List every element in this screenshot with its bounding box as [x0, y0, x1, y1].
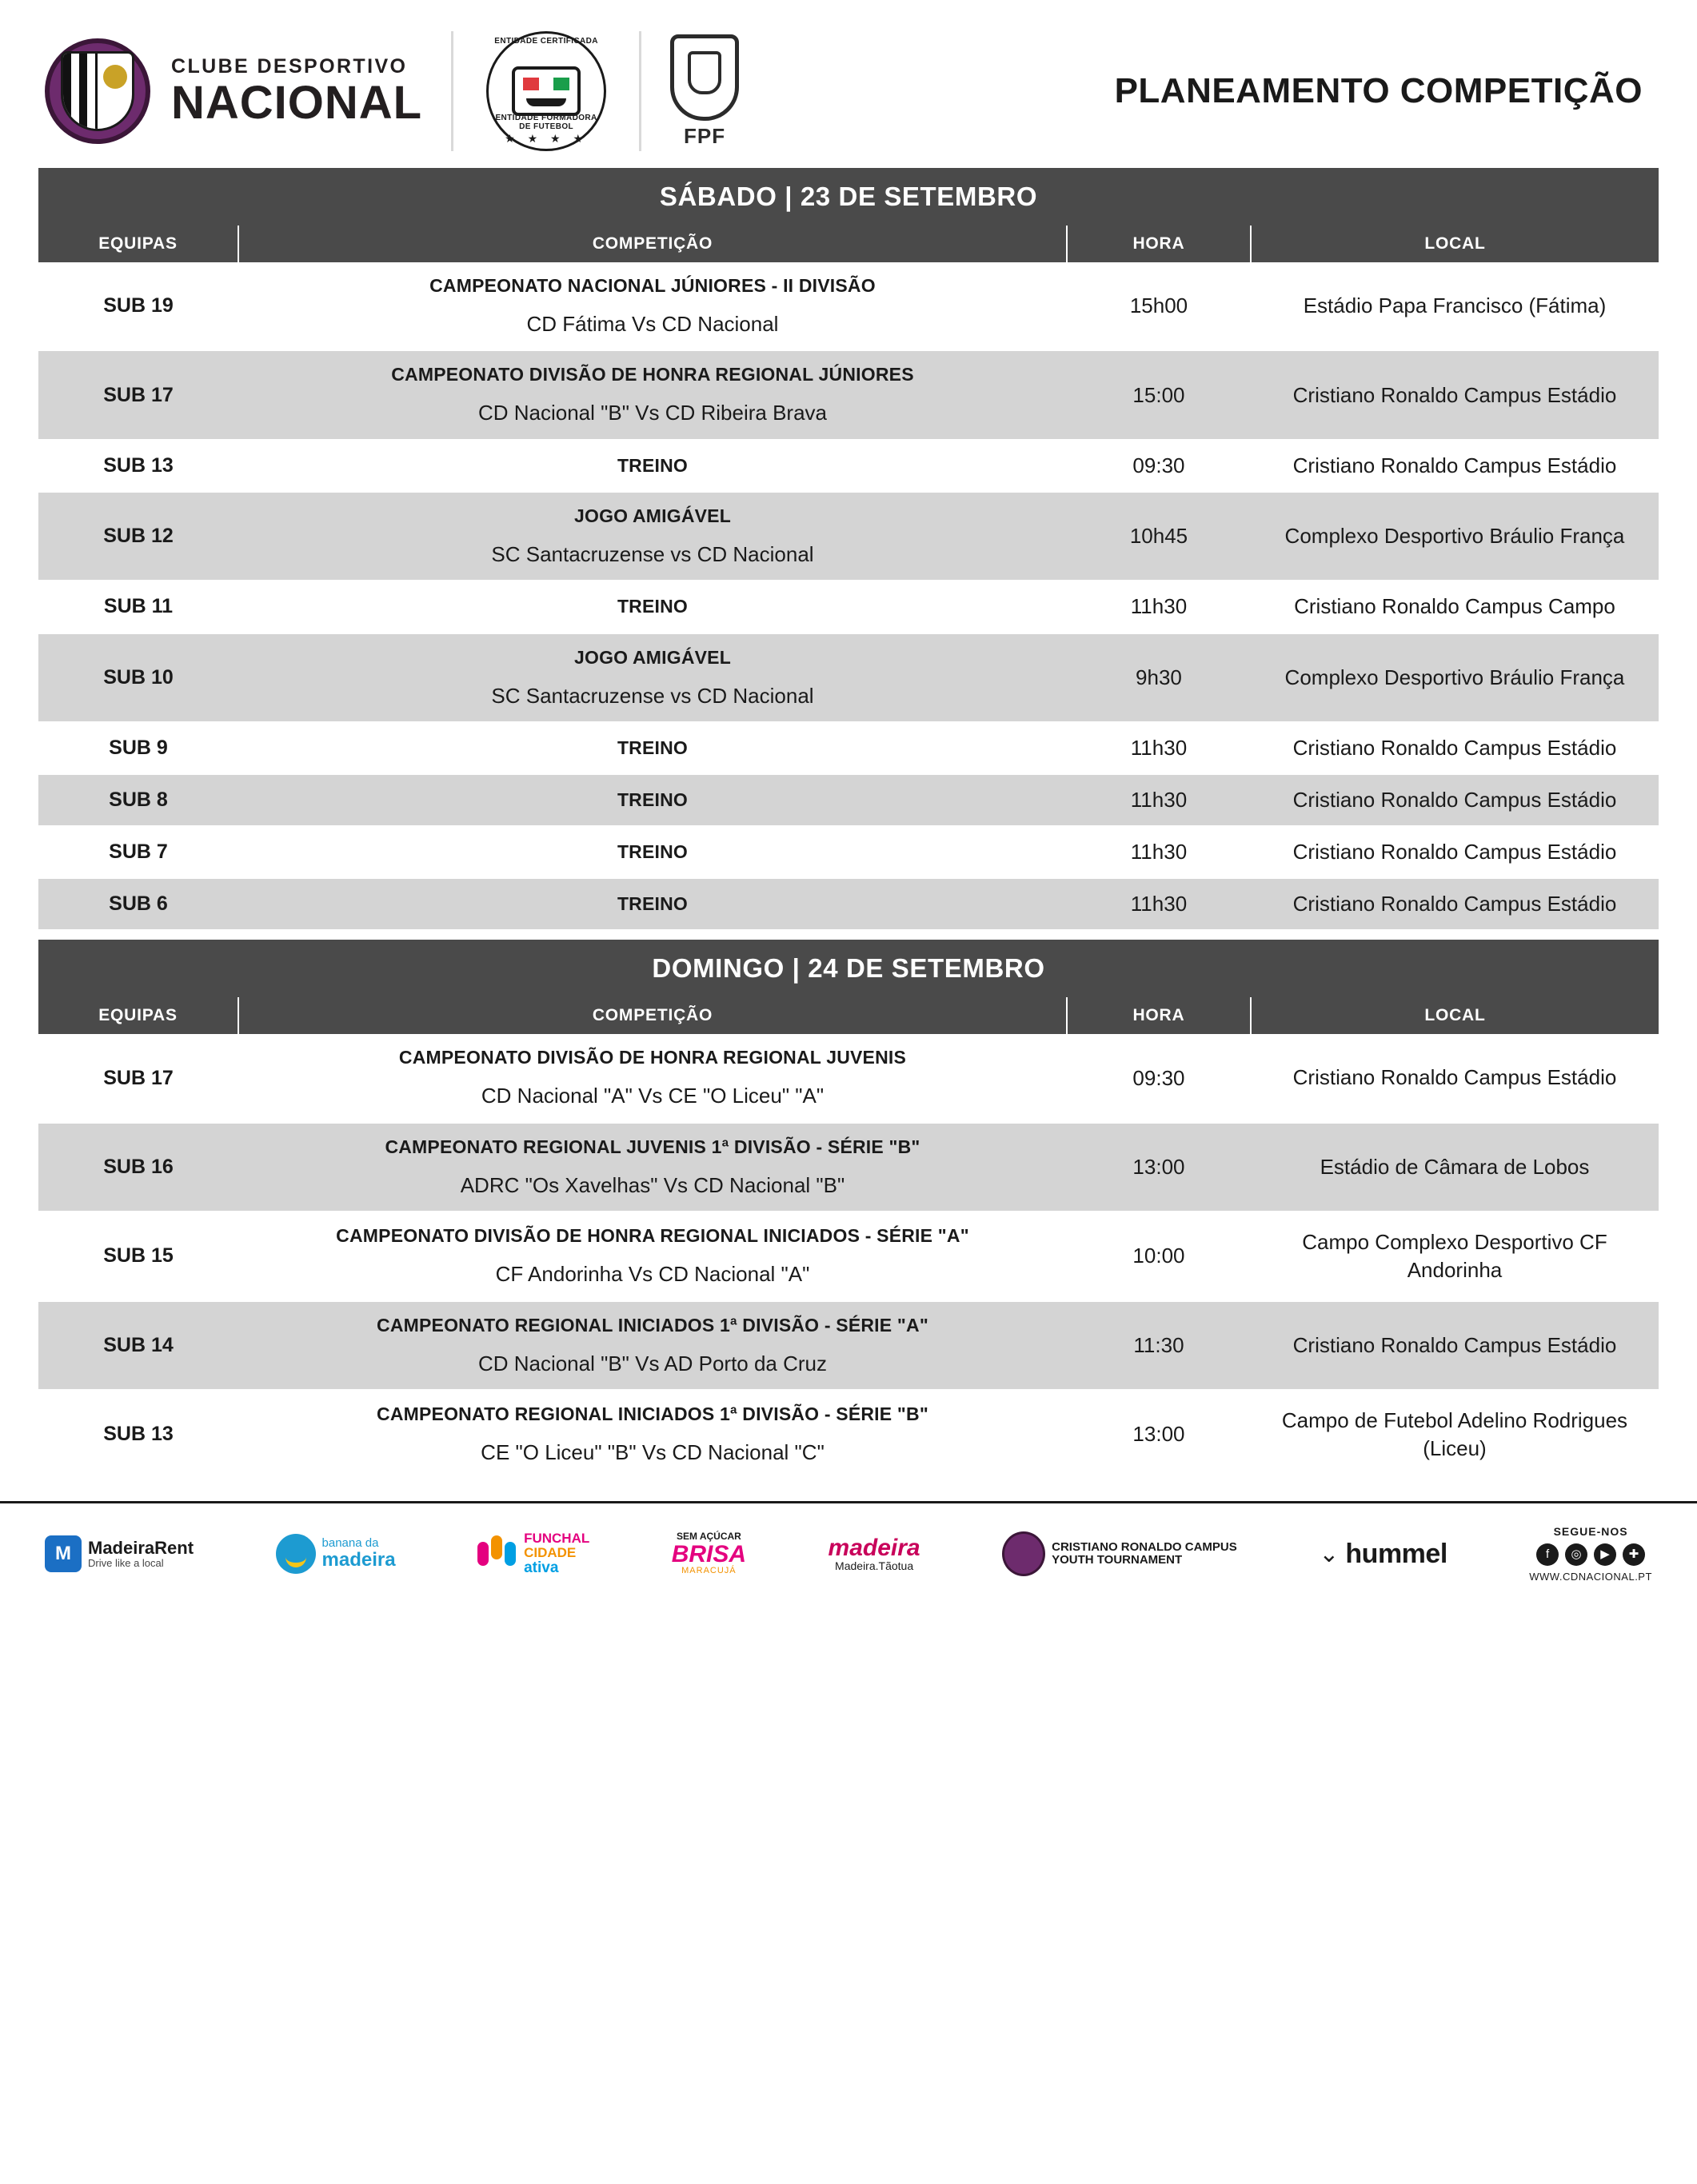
- day-band-saturday: [38, 168, 1659, 226]
- row-team: SUB 6: [38, 878, 238, 930]
- col-header-competicao: COMPETIÇÃO: [238, 997, 1067, 1034]
- col-header-competicao: COMPETIÇÃO: [238, 226, 1067, 262]
- table-row: [38, 262, 1659, 350]
- row-team: SUB 17: [38, 350, 238, 439]
- crc-line2: YOUTH TOURNAMENT: [1052, 1553, 1183, 1567]
- row-location: Cristiano Ronaldo Campus Estádio: [1251, 1301, 1659, 1390]
- schedule-table-saturday: [38, 168, 1659, 1480]
- row-competition: [238, 581, 1067, 633]
- row-location: Cristiano Ronaldo Campus Estádio: [1251, 350, 1659, 439]
- instagram-icon[interactable]: ◎: [1565, 1543, 1587, 1566]
- row-competition: [238, 878, 1067, 930]
- col-header-equipas: EQUIPAS: [38, 997, 238, 1034]
- row-competition-match: CD Nacional "B" Vs AD Porto da Cruz: [477, 1351, 828, 1375]
- follow-label: SEGUE-NOS: [1553, 1524, 1628, 1538]
- row-team: SUB 7: [38, 826, 238, 878]
- table-row: [38, 774, 1659, 826]
- row-location: Cristiano Ronaldo Campus Estádio: [1251, 1034, 1659, 1122]
- row-team: SUB 16: [38, 1123, 238, 1212]
- funchal-line3: ativa: [524, 1559, 559, 1576]
- fpf-logo-icon: [670, 34, 739, 149]
- table-row: [38, 1390, 1659, 1479]
- row-competition: [238, 492, 1067, 581]
- day-band-label: SÁBADO | 23 DE SETEMBRO: [38, 168, 1659, 226]
- document-header: [0, 0, 1697, 168]
- row-location: Cristiano Ronaldo Campus Estádio: [1251, 878, 1659, 930]
- table-row: [38, 878, 1659, 930]
- table-row: [38, 1034, 1659, 1122]
- row-team: SUB 10: [38, 633, 238, 722]
- row-team: SUB 9: [38, 722, 238, 774]
- row-team: SUB 19: [38, 262, 238, 350]
- row-competition: [238, 1123, 1067, 1212]
- banana-logo-icon: [276, 1534, 316, 1574]
- row-competition: [238, 826, 1067, 878]
- row-competition-title: CAMPEONATO REGIONAL INICIADOS 1ª DIVISÃO - SÉRIE "B": [377, 1403, 928, 1425]
- table-row: [38, 1212, 1659, 1300]
- row-location: Campo de Futebol Adelino Rodrigues (Liceu): [1251, 1390, 1659, 1479]
- hummel-chevron-icon: ⌄: [1319, 1540, 1340, 1567]
- social-icons[interactable]: [1529, 1543, 1652, 1566]
- facebook-icon[interactable]: f: [1536, 1543, 1559, 1566]
- row-location: Complexo Desportivo Bráulio França: [1251, 492, 1659, 581]
- table-row: [38, 492, 1659, 581]
- row-competition-title: CAMPEONATO NACIONAL JÚNIORES - II DIVISÃO: [429, 275, 876, 296]
- sponsor-cristiano-ronaldo-campus: [1002, 1531, 1237, 1576]
- sponsor-madeira: [829, 1535, 920, 1572]
- col-header-hora: HORA: [1067, 226, 1251, 262]
- brisa-flavor: MARACUJÁ: [681, 1566, 737, 1576]
- row-competition: [238, 1301, 1067, 1390]
- row-time: 11:30: [1067, 1301, 1251, 1390]
- row-team: SUB 11: [38, 581, 238, 633]
- row-competition-match: SC Santacruzense vs CD Nacional: [491, 542, 814, 567]
- row-competition-match: CD Nacional "A" Vs CE "O Liceu" "A": [481, 1084, 825, 1108]
- page-title: PLANEAMENTO COMPETIÇÃO: [1114, 71, 1643, 110]
- funchal-line2: CIDADE: [524, 1545, 577, 1561]
- sponsor-brisa: [672, 1531, 746, 1576]
- table-row: [38, 440, 1659, 492]
- row-competition-match: SC Santacruzense vs CD Nacional: [491, 683, 814, 708]
- row-time: 10:00: [1067, 1212, 1251, 1300]
- brisa-top-text: SEM AÇÚCAR: [676, 1531, 741, 1543]
- row-location: Cristiano Ronaldo Campus Estádio: [1251, 774, 1659, 826]
- club-name: [171, 54, 423, 129]
- row-competition: [238, 262, 1067, 350]
- row-time: 15:00: [1067, 350, 1251, 439]
- table-row: [38, 350, 1659, 439]
- fpf-label: FPF: [684, 123, 726, 148]
- row-location: Campo Complexo Desportivo CF Andorinha: [1251, 1212, 1659, 1300]
- row-team: SUB 8: [38, 774, 238, 826]
- row-team: SUB 14: [38, 1301, 238, 1390]
- col-header-local: LOCAL: [1251, 226, 1659, 262]
- row-competition-title: TREINO: [617, 789, 689, 811]
- sponsor-funchal-cidade-ativa: [477, 1531, 589, 1576]
- row-time: 09:30: [1067, 440, 1251, 492]
- header-divider-1: [451, 31, 453, 151]
- row-competition: [238, 774, 1067, 826]
- row-time: 11h30: [1067, 722, 1251, 774]
- club-crest-icon: [45, 38, 150, 144]
- hummel-name: hummel: [1345, 1538, 1447, 1569]
- row-competition-title: CAMPEONATO DIVISÃO DE HONRA REGIONAL INICIADOS - SÉRIE "A": [336, 1225, 969, 1247]
- row-location: Cristiano Ronaldo Campus Estádio: [1251, 826, 1659, 878]
- table-row: [38, 1123, 1659, 1212]
- banana-line1: banana da: [321, 1535, 379, 1550]
- row-competition: [238, 350, 1067, 439]
- column-header-row: [38, 226, 1659, 262]
- madeirarent-name: MadeiraRent: [88, 1537, 194, 1558]
- madeira-name: madeira: [828, 1534, 920, 1561]
- header-divider-2: [639, 31, 641, 151]
- row-competition-title: TREINO: [617, 454, 689, 476]
- website-url[interactable]: WWW.CDNACIONAL.PT: [1529, 1570, 1652, 1583]
- table-row: [38, 581, 1659, 633]
- sponsor-banana-da-madeira: [276, 1534, 396, 1574]
- row-competition-title: JOGO AMIGÁVEL: [573, 505, 731, 526]
- cert-top-text: ENTIDADE CERTIFICADA: [494, 37, 598, 46]
- row-location: Cristiano Ronaldo Campus Estádio: [1251, 722, 1659, 774]
- club-name-small: CLUBE DESPORTIVO: [171, 54, 408, 78]
- crc-line1: CRISTIANO RONALDO CAMPUS: [1052, 1539, 1237, 1554]
- row-team: SUB 17: [38, 1034, 238, 1122]
- row-competition: [238, 722, 1067, 774]
- row-competition-title: TREINO: [617, 596, 689, 617]
- cert-stars: ★ ★ ★ ★: [505, 132, 589, 145]
- row-time: 11h30: [1067, 878, 1251, 930]
- row-competition-title: JOGO AMIGÁVEL: [573, 646, 731, 668]
- row-time: 10h45: [1067, 492, 1251, 581]
- row-competition: [238, 1212, 1067, 1300]
- club-name-big: NACIONAL: [171, 76, 423, 129]
- row-time: 15h00: [1067, 262, 1251, 350]
- madeira-tagline: Madeira.Tãotua: [835, 1559, 914, 1573]
- row-competition: [238, 440, 1067, 492]
- column-header-row: [38, 997, 1659, 1034]
- row-team: SUB 15: [38, 1212, 238, 1300]
- row-location: Cristiano Ronaldo Campus Campo: [1251, 581, 1659, 633]
- table-row: [38, 722, 1659, 774]
- col-header-equipas: EQUIPAS: [38, 226, 238, 262]
- banana-line2: madeira: [321, 1549, 396, 1571]
- row-team: SUB 13: [38, 1390, 238, 1479]
- row-time: 11h30: [1067, 826, 1251, 878]
- row-competition-match: CD Fátima Vs CD Nacional: [526, 312, 779, 337]
- row-competition-title: CAMPEONATO DIVISÃO DE HONRA REGIONAL JÚNIORES: [391, 364, 914, 385]
- row-location: Cristiano Ronaldo Campus Estádio: [1251, 440, 1659, 492]
- row-competition-title: CAMPEONATO REGIONAL INICIADOS 1ª DIVISÃO - SÉRIE "A": [377, 1314, 928, 1336]
- row-time: 9h30: [1067, 633, 1251, 722]
- header-logos: [45, 23, 739, 159]
- funchal-line1: FUNCHAL: [524, 1531, 590, 1547]
- sponsor-footer: [0, 1501, 1697, 1608]
- madeirarent-logo-icon: M: [45, 1535, 82, 1572]
- crc-logo-icon: [1002, 1531, 1045, 1576]
- certification-badge-icon: [482, 23, 610, 159]
- row-time: 11h30: [1067, 581, 1251, 633]
- sponsor-hummel: [1319, 1539, 1447, 1570]
- table-row: [38, 1301, 1659, 1390]
- youtube-icon[interactable]: ▶: [1594, 1543, 1616, 1566]
- row-competition-title: TREINO: [617, 893, 689, 915]
- row-competition: [238, 1390, 1067, 1479]
- funchal-logo-icon: [477, 1535, 517, 1572]
- row-time: 09:30: [1067, 1034, 1251, 1122]
- row-team: SUB 12: [38, 492, 238, 581]
- row-time: 13:00: [1067, 1390, 1251, 1479]
- table-row: [38, 633, 1659, 722]
- row-competition-match: CF Andorinha Vs CD Nacional "A": [495, 1262, 810, 1287]
- row-time: 11h30: [1067, 774, 1251, 826]
- row-competition-title: CAMPEONATO REGIONAL JUVENIS 1ª DIVISÃO - SÉRIE "B": [385, 1136, 920, 1157]
- day-band-label: DOMINGO | 24 DE SETEMBRO: [38, 940, 1659, 997]
- day-band-sunday: [38, 940, 1659, 997]
- row-competition-match: CD Nacional "B" Vs CD Ribeira Brava: [477, 401, 827, 425]
- row-location: Estádio Papa Francisco (Fátima): [1251, 262, 1659, 350]
- row-competition-match: CE "O Liceu" "B" Vs CD Nacional "C": [481, 1440, 825, 1465]
- row-competition-match: ADRC "Os Xavelhas" Vs CD Nacional "B": [460, 1172, 845, 1197]
- row-competition-title: CAMPEONATO DIVISÃO DE HONRA REGIONAL JUVENIS: [398, 1047, 907, 1068]
- cert-bottom-text: ENTIDADE FORMADORA DE FUTEBOL: [495, 114, 597, 131]
- tiktok-icon[interactable]: ✚: [1623, 1543, 1645, 1566]
- follow-us-block: [1529, 1524, 1652, 1584]
- brisa-name: BRISA: [671, 1540, 747, 1567]
- col-header-local: LOCAL: [1251, 997, 1659, 1034]
- row-location: Complexo Desportivo Bráulio França: [1251, 633, 1659, 722]
- madeirarent-tagline: Drive like a local: [88, 1557, 164, 1570]
- row-competition: [238, 633, 1067, 722]
- row-team: SUB 13: [38, 440, 238, 492]
- schedule-tables: [0, 168, 1697, 1480]
- col-header-hora: HORA: [1067, 997, 1251, 1034]
- row-competition: [238, 1034, 1067, 1122]
- row-competition-title: TREINO: [617, 841, 689, 863]
- row-location: Estádio de Câmara de Lobos: [1251, 1123, 1659, 1212]
- row-time: 13:00: [1067, 1123, 1251, 1212]
- sponsor-madeirarent: [45, 1535, 194, 1572]
- table-row: [38, 826, 1659, 878]
- row-competition-title: TREINO: [617, 737, 689, 758]
